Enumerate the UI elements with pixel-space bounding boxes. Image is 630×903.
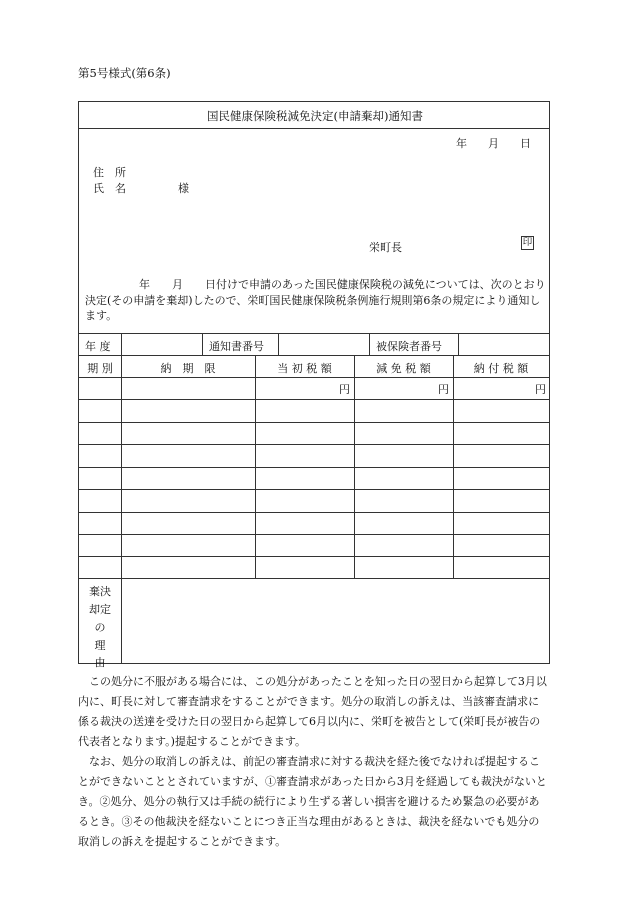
notice-number-label: 通知書番号 [209, 340, 264, 353]
divider [79, 512, 549, 513]
divider [278, 333, 279, 355]
form-number: 第5号様式(第6条) [78, 66, 171, 80]
reason-label-3: の [94, 621, 106, 634]
address-label: 住 所 [93, 166, 126, 179]
title-divider [79, 128, 549, 129]
divider [79, 489, 549, 490]
insured-number-label: 被保険者番号 [376, 340, 442, 353]
date-month: 月 [488, 137, 499, 150]
divider [79, 355, 549, 356]
appeal-note-2: なお、処分の取消しの訴えは、前記の審査請求に対する裁決を経た後でなければ提起することができないこととされていますが、①審査請求があった日から3月を経過しても裁決がないとき。②処分、処分の執行又は手続の続行により生ずる著しい損害を避けるため緊急の必要があるとき。③その他裁決を経ないことにつき正当な理由があるときは、裁決を経ないでも処分の取消しの訴えを提起することができます。 [78, 755, 547, 848]
divider [79, 578, 549, 579]
header-initial-tax: 当 初 税 額 [277, 362, 332, 375]
divider [354, 355, 355, 578]
payment-amount-unit: 円 [535, 383, 546, 396]
divider [79, 556, 549, 557]
info-row-top [79, 333, 549, 334]
honorific: 様 [178, 182, 189, 195]
divider [79, 399, 549, 400]
divider [79, 444, 549, 445]
issuer-title: 栄町長 [369, 241, 402, 254]
date-day: 日 [520, 137, 531, 150]
fiscal-year-label: 年 度 [85, 340, 111, 353]
header-period: 期 別 [87, 362, 113, 375]
appeal-notes [78, 672, 550, 852]
reduction-amount-unit: 円 [438, 383, 449, 396]
divider [121, 355, 122, 578]
notice-body: 年 月 日付けで申請のあった国民健康保険税の減免については、次のとおり決定(その申請を棄却)したので、栄町国民健康保険税条例施行規則第6条の規定により通知します。 [85, 278, 546, 322]
divider [79, 534, 549, 535]
divider [79, 422, 549, 423]
header-due-date: 納 期 限 [160, 362, 216, 375]
reason-label-1: 棄決 [89, 585, 111, 598]
reason-label-2: 却定 [89, 603, 111, 616]
appeal-note-1: この処分に不服がある場合には、この処分があったことを知った日の翌日から起算して3月以内に、町長に対して審査請求をすることができます。処分の取消しの訴えは、当該審査請求に係る裁決の送達を受けた日の翌日から起算して6月以内に、栄町を被告として(栄町長が被告の代表者となります。)提起することができます。 [78, 675, 547, 748]
header-payment-amount: 納 付 税 額 [473, 362, 529, 375]
initial-tax-unit: 円 [339, 383, 350, 396]
divider [79, 467, 549, 468]
divider [121, 578, 122, 664]
divider [458, 333, 459, 355]
divider [79, 377, 549, 378]
divider [453, 355, 454, 578]
divider [202, 333, 203, 355]
divider [255, 355, 256, 578]
document-title: 国民健康保険税減免決定(申請棄却)通知書 [207, 109, 423, 123]
header-reduction-amount: 減 免 税 額 [376, 362, 431, 375]
name-label: 氏 名 [93, 182, 126, 195]
reason-label-5: 由 [94, 656, 106, 669]
divider [121, 333, 122, 355]
date-year: 年 [456, 137, 467, 150]
reason-label-4: 理 [94, 639, 106, 652]
notice-form [78, 101, 550, 669]
seal-mark: 印 [522, 237, 533, 248]
divider [369, 333, 370, 355]
